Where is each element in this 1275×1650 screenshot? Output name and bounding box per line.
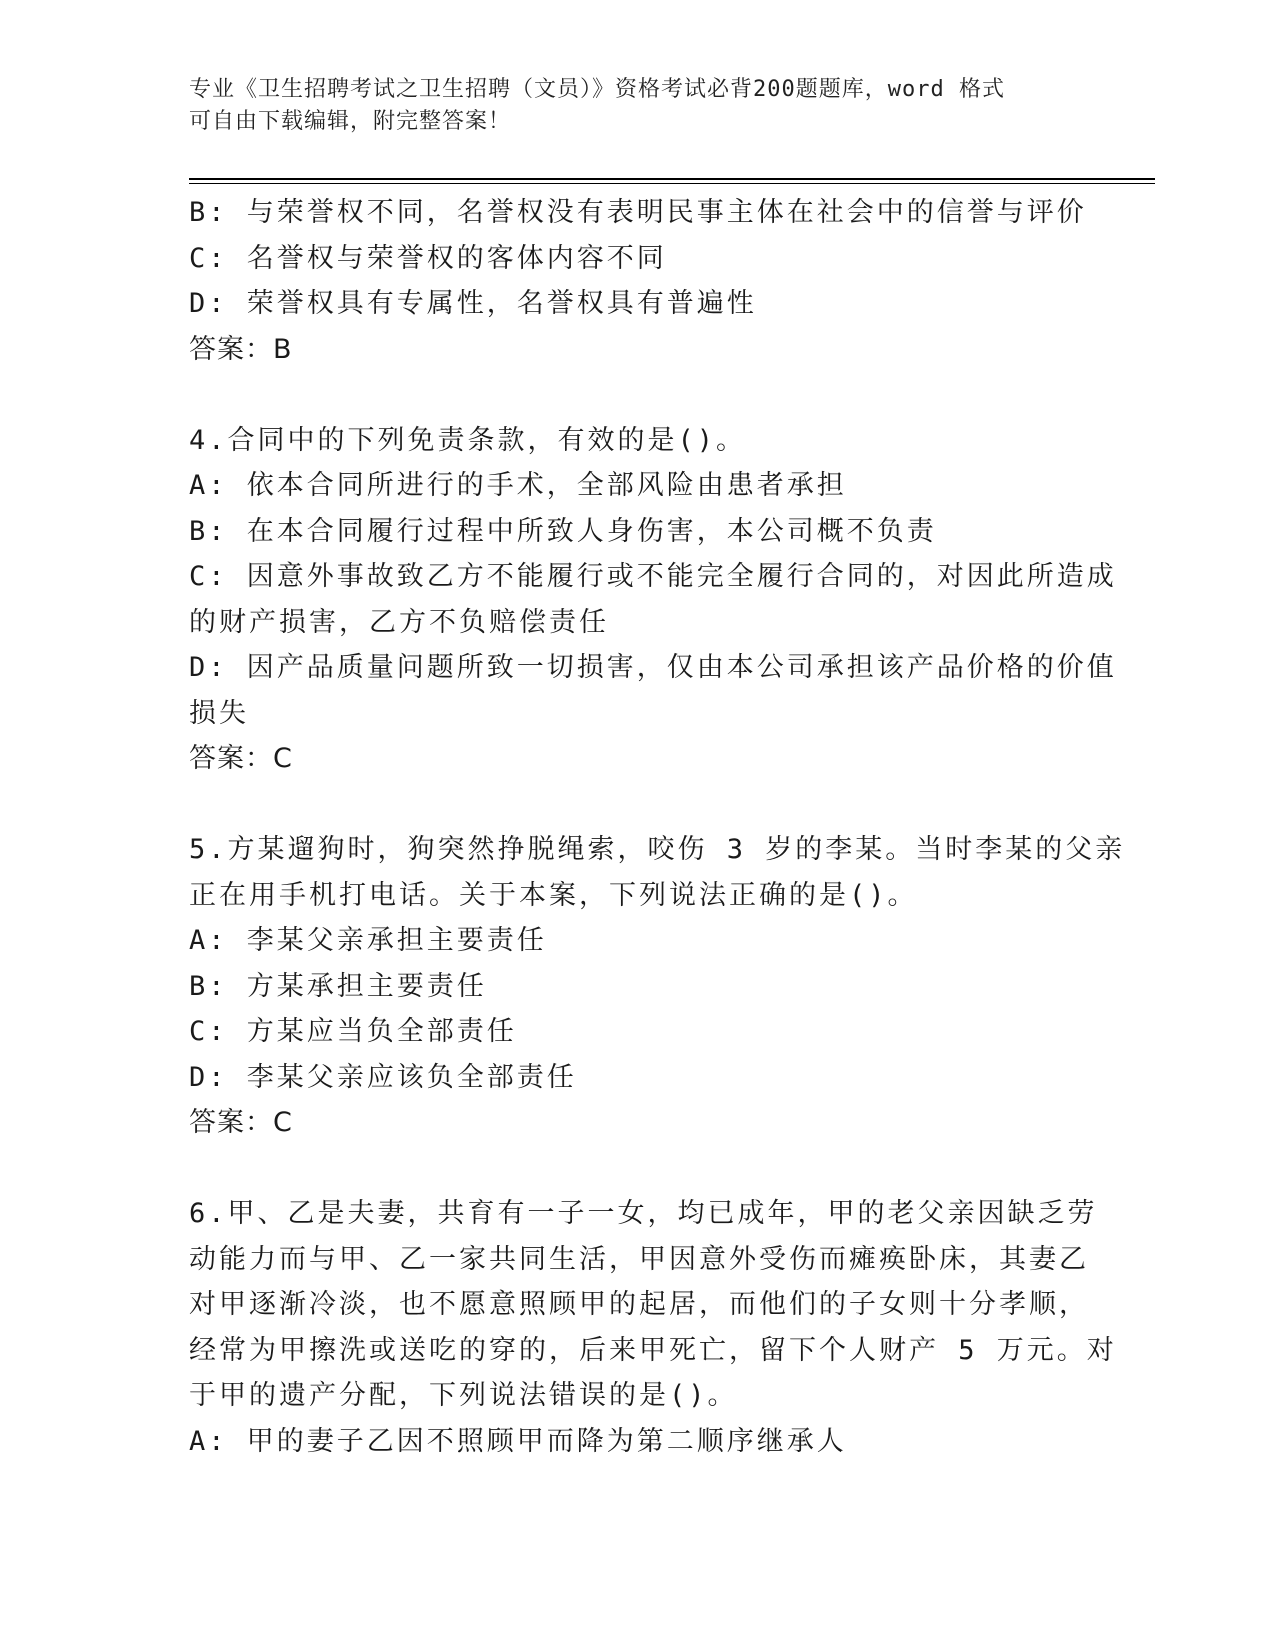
q5-answer: 答案：C [189,1107,293,1138]
q4-stem: 4.合同中的下列免责条款，有效的是()。 [189,424,747,456]
spacer [189,1146,1089,1192]
q4-option-b: B: 在本合同履行过程中所致人身伤害，本公司概不负责 [189,515,937,547]
question-4 [189,418,1117,782]
q4-option-c-line-1: C: 因意外事故致乙方不能履行或不能完全履行合同的，对因此所造成 [189,561,1117,592]
q5-option-d: D: 李某父亲应该负全部责任 [189,1061,577,1093]
q4-option-c-line-2: 的财产损害，乙方不负赔偿责任 [189,606,609,638]
question-3 [189,190,1089,372]
header-line-1: 专业《卫生招聘考试之卫生招聘（文员）》资格考试必背200题题库，word 格式 [189,77,1005,102]
header-rule-thin [189,183,1155,184]
q6-option-a: A: 甲的妻子乙因不照顾甲而降为第二顺序继承人 [189,1425,847,1457]
q6-stem-line-2: 动能力而与甲、乙一家共同生活，甲因意外受伤而瘫痪卧床，其妻乙 [189,1243,1089,1275]
q5-stem-line-2: 正在用手机打电话。关于本案，下列说法正确的是()。 [189,879,918,911]
q5-stem-line-1: 5.方某遛狗时，狗突然挣脱绳索，咬伤 3 岁的李某。当时李某的父亲 [189,834,1126,865]
q3-option-d: D: 荣誉权具有专属性，名誉权具有普遍性 [189,288,757,319]
header-line-2: 可自由下载编辑，附完整答案！ [189,109,512,134]
question-6 [189,1191,1117,1464]
q4-answer: 答案：C [189,743,293,774]
q3-option-c: C: 名誉权与荣誉权的客体内容不同 [189,242,667,274]
q5-option-a: A: 李某父亲承担主要责任 [189,925,547,956]
q5-option-b: B: 方某承担主要责任 [189,970,487,1002]
page-header [189,74,1089,138]
q6-stem-line-3: 对甲逐渐冷淡，也不愿意照顾甲的起居，而他们的子女则十分孝顺， [189,1289,1089,1320]
spacer [189,782,1089,828]
header-rule-thick [189,178,1155,180]
question-5 [189,827,1126,1146]
q3-option-b: B: 与荣誉权不同，名誉权没有表明民事主体在社会中的信誉与评价 [189,197,1087,228]
document-body [189,190,1126,1464]
spacer [189,372,1089,418]
q6-stem-line-5: 于甲的遗产分配，下列说法错误的是()。 [189,1380,738,1411]
q4-option-d-line-1: D: 因产品质量问题所致一切损害，仅由本公司承担该产品价格的价值 [189,652,1117,683]
q4-option-d-line-2: 损失 [189,697,249,729]
q3-answer: 答案：B [189,333,293,365]
q6-stem-line-4: 经常为甲擦洗或送吃的穿的，后来甲死亡，留下个人财产 5 万元。对 [189,1334,1117,1366]
q5-option-c: C: 方某应当负全部责任 [189,1016,517,1047]
q4-option-a: A: 依本合同所进行的手术，全部风险由患者承担 [189,470,847,501]
q6-stem-line-1: 6.甲、乙是夫妻，共育有一子一女，均已成年，甲的老父亲因缺乏劳 [189,1198,1098,1229]
